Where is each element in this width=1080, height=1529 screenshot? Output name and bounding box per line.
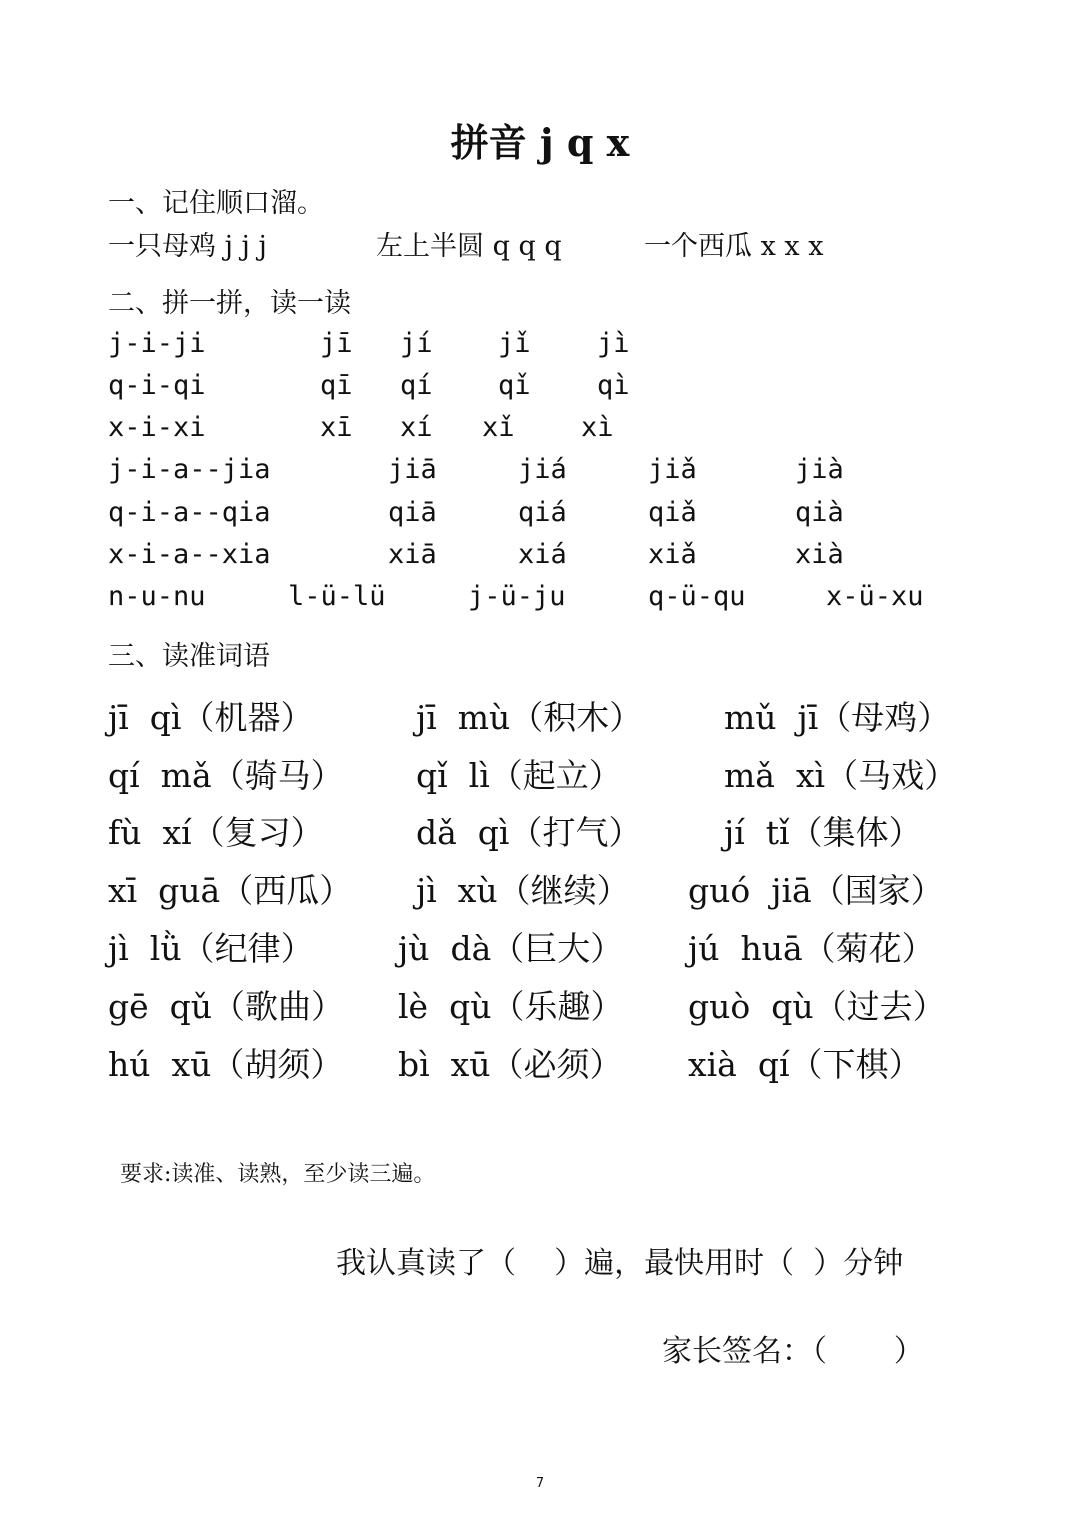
word-item: guó jiā（国家） (688, 871, 944, 910)
word-item: jú huā（菊花） (688, 929, 935, 968)
spell-cell: n-u-nu (108, 581, 206, 612)
rhyme-1: 一只母鸡 j j j (108, 231, 267, 262)
word-item: dǎ qì（打气） (416, 813, 642, 852)
spell-cell: jiá (518, 454, 567, 485)
spell-cell: xià (795, 539, 844, 570)
spell-cell: jiā (388, 454, 437, 485)
word-item: gē qǔ（歌曲） (108, 987, 345, 1026)
word-item: xià qí（下棋） (688, 1045, 922, 1084)
rhyme-2: 左上半圆 q q q (376, 231, 562, 262)
parent-signature-line: 家长签名：（ ） (662, 1334, 924, 1369)
spell-cell: q-ü-qu (648, 581, 746, 612)
page-title: 拼音 j q x (450, 120, 630, 165)
word-item: jì xù（继续） (416, 871, 630, 910)
word-item: qí mǎ（骑马） (108, 756, 344, 795)
spell-cell: jì (597, 328, 630, 359)
spell-cell: qī (320, 370, 353, 401)
requirement-text: 要求:读准、读熟，至少读三遍。 (120, 1162, 436, 1187)
spell-cell: xǐ (482, 412, 515, 443)
word-item: mǔ jī（母鸡） (724, 698, 951, 737)
spell-cell: j-i-a--jia (108, 454, 271, 485)
word-item: bì xū（必须） (398, 1045, 623, 1084)
spell-cell: q-i-qi (108, 370, 206, 401)
spell-cell: xī (320, 412, 353, 443)
spell-cell: jià (795, 454, 844, 485)
spell-cell: jī (320, 328, 353, 359)
word-item: jì lǜ（纪律） (108, 929, 314, 968)
spell-cell: jiǎ (648, 454, 697, 485)
word-item: xī guā（西瓜） (108, 871, 353, 910)
rhyme-3: 一个西瓜 x x x (644, 231, 824, 262)
spell-cell: q-i-a--qia (108, 497, 271, 528)
spell-cell: xiǎ (648, 539, 697, 570)
spell-cell: xiá (518, 539, 567, 570)
spell-cell: x-ü-xu (826, 581, 924, 612)
spell-cell: qǐ (498, 370, 531, 401)
spell-cell: j-ü-ju (468, 581, 566, 612)
spell-cell: xí (400, 412, 433, 443)
word-item: hú xū（胡须） (108, 1045, 344, 1084)
word-item: fù xí（复习） (108, 813, 324, 852)
spell-cell: j-i-ji (108, 328, 206, 359)
spell-cell: qiǎ (648, 497, 697, 528)
spell-cell: l-ü-lü (288, 581, 386, 612)
word-item: jí tǐ（集体） (724, 813, 922, 852)
spell-cell: xì (581, 412, 614, 443)
page-number: 7 (535, 1476, 545, 1491)
section3-heading: 三、读准词语 (108, 641, 270, 672)
word-item: jī qì（机器） (108, 698, 314, 737)
spell-cell: xiā (388, 539, 437, 570)
spell-cell: x-i-a--xia (108, 539, 271, 570)
spell-cell: qià (795, 497, 844, 528)
word-item: mǎ xì（马戏） (724, 756, 958, 795)
spell-cell: qí (400, 370, 433, 401)
section2-heading: 二、拼一拼，读一读 (108, 288, 351, 319)
word-item: jù dà（巨大） (398, 929, 624, 968)
section1-heading: 一、记住顺口溜。 (108, 188, 324, 219)
read-count-line: 我认真读了（ ）遍，最快用时（ ）分钟 (336, 1246, 904, 1281)
spell-cell: qì (597, 370, 630, 401)
spell-cell: jǐ (498, 328, 531, 359)
spell-cell: qiá (518, 497, 567, 528)
spell-cell: x-i-xi (108, 412, 206, 443)
word-item: guò qù（过去） (688, 987, 946, 1026)
word-item: lè qù（乐趣） (398, 987, 624, 1026)
spell-cell: jí (400, 328, 433, 359)
word-item: qǐ lì（起立） (416, 756, 622, 795)
word-item: jī mù（积木） (416, 698, 643, 737)
spell-cell: qiā (388, 497, 437, 528)
